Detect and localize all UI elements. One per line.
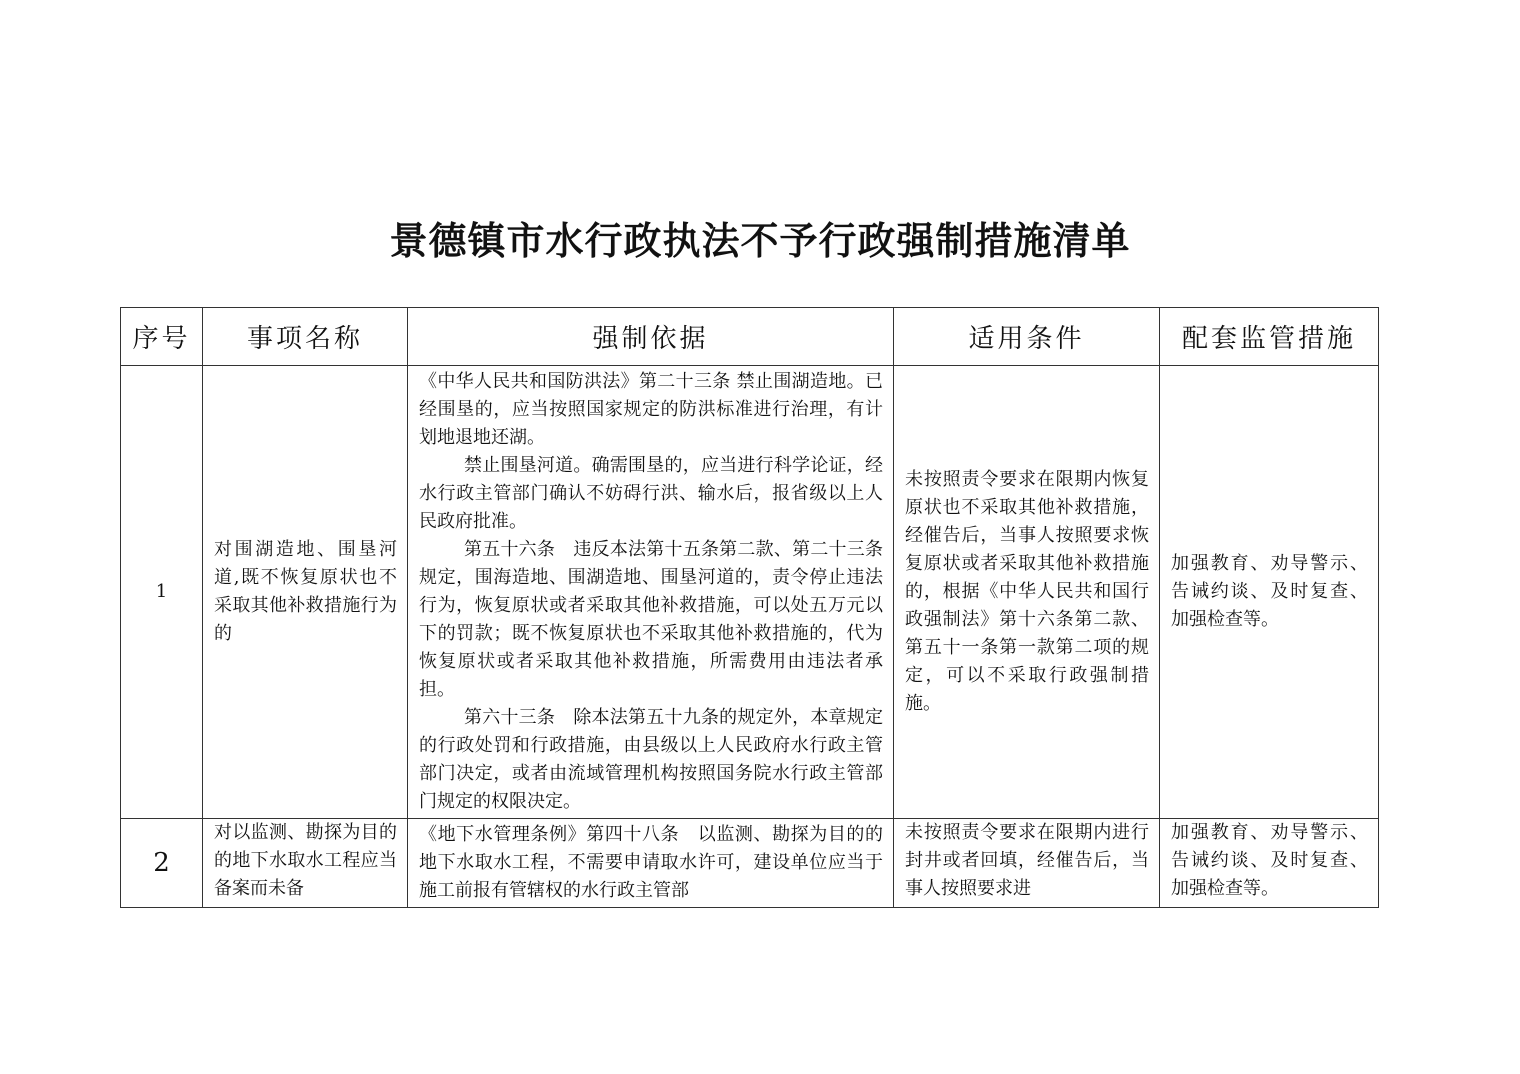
header-basis: 强制依据 [408, 308, 894, 366]
basis-paragraph: 第五十六条 违反本法第十五条第二款、第二十三条规定，围海造地、围湖造地、围垦河道的，责令停止违法行为，恢复原状或者采取其他补救措施，可以处五万元以下的罚款；既不恢复原状也不采取其他补救措施的，代为恢复原状或者采取其他补救措施，所需费用由违法者承担。 [419, 539, 883, 700]
basis-paragraph: 禁止围垦河道。确需围垦的，应当进行科学论证，经水行政主管部门确认不妨碍行洪、输水后，报省级以上人民政府批准。 [419, 455, 883, 532]
measures-text: 加强教育、劝导警示、告诫约谈、及时复查、加强检查等。 [1171, 553, 1368, 630]
basis-cell [408, 366, 894, 819]
header-no: 序号 [121, 308, 203, 366]
table-row [121, 366, 1379, 819]
measures-cell [1160, 366, 1379, 819]
condition-cell [894, 366, 1160, 819]
basis-paragraph: 《地下水管理条例》第四十八条 以监测、勘探为目的的地下水取水工程，不需要申请取水许可，建设单位应当于施工前报有管辖权的水行政主管部 [419, 824, 883, 901]
row-number: 2 [121, 819, 203, 908]
header-measures: 配套监管措施 [1160, 308, 1379, 366]
page-title: 景德镇市水行政执法不予行政强制措施清单 [389, 218, 1131, 263]
header-condition: 适用条件 [894, 308, 1160, 366]
item-name: 对以监测、勘探为目的的地下水取水工程应当备案而未备 [214, 822, 397, 899]
item-name-cell [203, 366, 408, 819]
condition-text: 未按照责令要求在限期内进行封井或者回填，经催告后，当事人按照要求进 [905, 822, 1149, 899]
measures-cell [1160, 819, 1379, 908]
measures-table [120, 307, 1379, 908]
item-name-cell [203, 819, 408, 908]
header-item: 事项名称 [203, 308, 408, 366]
table-row [121, 819, 1379, 908]
item-name: 对围湖造地、围垦河道,既不恢复原状也不采取其他补救措施行为的 [214, 539, 397, 644]
basis-paragraph: 第六十三条 除本法第五十九条的规定外，本章规定的行政处罚和行政措施，由县级以上人民政府水行政主管部门决定，或者由流域管理机构按照国务院水行政主管部门规定的权限决定。 [419, 707, 883, 812]
row-number: 1 [121, 366, 203, 819]
condition-text: 未按照责令要求在限期内恢复原状也不采取其他补救措施，经催告后，当事人按照要求恢复原状或者采取其他补救措施的，根据《中华人民共和国行政强制法》第十六条第二款、第五十一条第一款第二项的规定，可以不采取行政强制措施。 [905, 469, 1149, 714]
basis-cell [408, 819, 894, 908]
condition-cell [894, 819, 1160, 908]
measures-text: 加强教育、劝导警示、告诫约谈、及时复查、加强检查等。 [1171, 822, 1368, 899]
table-header-row [121, 308, 1379, 366]
basis-paragraph: 《中华人民共和国防洪法》第二十三条 禁止围湖造地。已经围垦的，应当按照国家规定的防洪标准进行治理，有计划地退地还湖。 [419, 371, 883, 448]
